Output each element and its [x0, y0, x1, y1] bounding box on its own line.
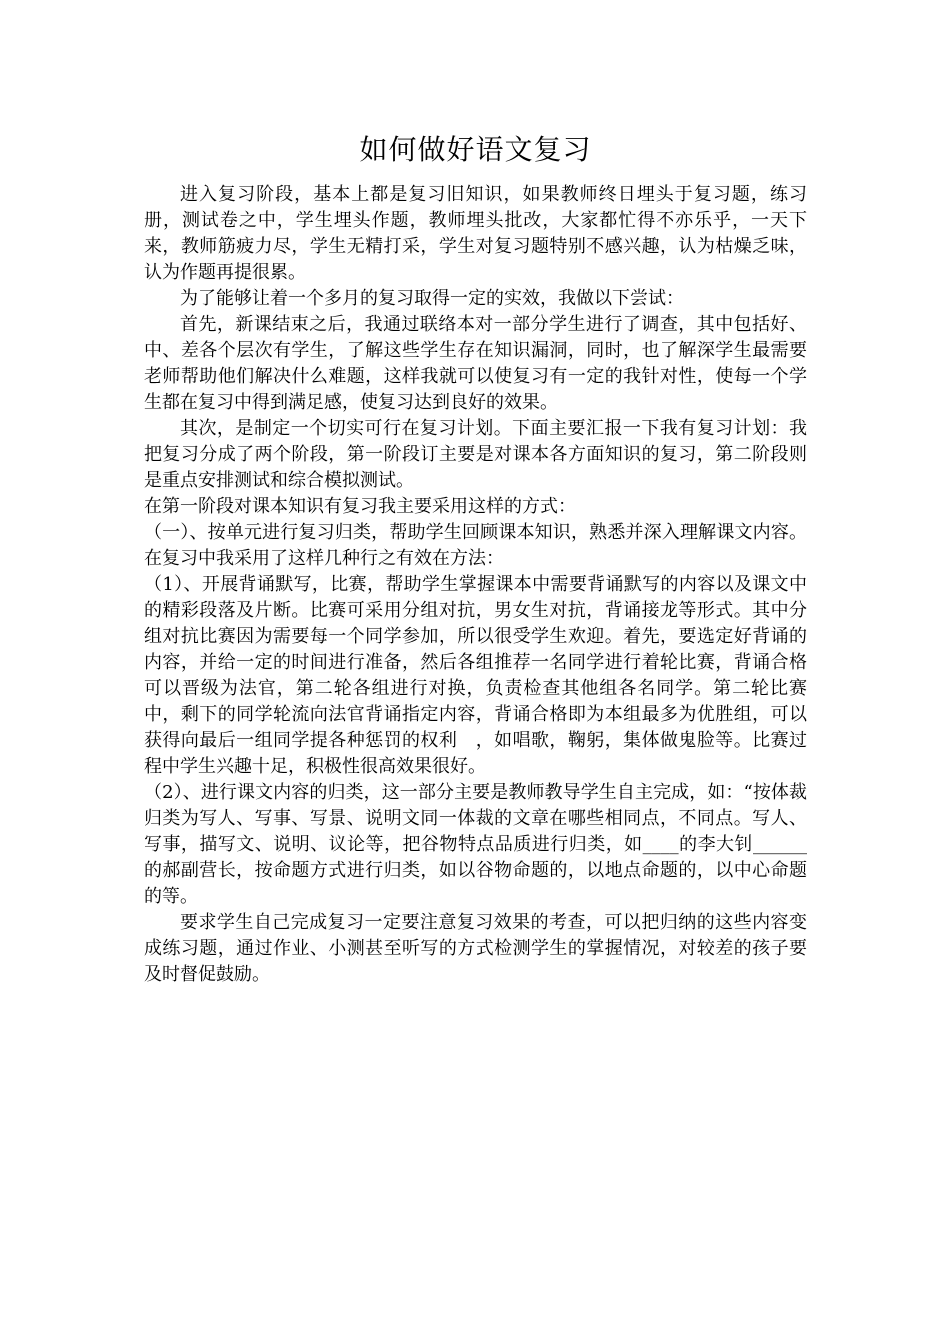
- paragraph-conclusion: 要求学生自己完成复习一定要注意复习效果的考查，可以把归纳的这些内容变成练习题，通过作业、小测甚至听写的方式检测学生的掌握情况，对较差的孩子要及时督促鼓励。: [144, 912, 807, 985]
- paragraph-purpose: 为了能够让着一个多月的复习取得一定的实效，我做以下尝试：: [180, 288, 684, 309]
- paragraph-second: 其次，是制定一个切实可行在复习计划。下面主要汇报一下我有复习计划：我把复习分成了两个阶段，第一阶段订主要是对课本各方面知识的复习，第二阶段则是重点安排测试和综合模拟测试。: [144, 418, 807, 491]
- paragraph-first: 首先，新课结束之后，我通过联络本对一部分学生进行了调查，其中包括好、中、差各个层次有学生，了解这些学生存在知识漏洞，同时，也了解深学生最需要老师帮助他们解决什么难题，这样我就可以使复习有一定的我针对性，使每一个学生都在复习中得到满足感，使复习达到良好的效果。: [144, 314, 807, 413]
- document-body: [144, 128, 807, 988]
- paragraph-intro: 进入复习阶段，基本上都是复习旧知识，如果教师终日埋头于复习题，练习册，测试卷之中，学生埋头作题，教师埋头批改，大家都忙得不亦乐乎，一天下来，教师筋疲力尽，学生无精打采，学生对复习题特别不感兴趣，认为枯燥乏味，认为作题再提很累。: [144, 184, 807, 283]
- paragraph-section-one: （一）、按单元进行复习归类，帮助学生回顾课本知识，熟悉并深入理解课文内容。在复习中我采用了这样几种行之有效在方法：: [144, 522, 807, 569]
- paragraph-item-one: （1）、开展背诵默写，比赛，帮助学生掌握课本中需要背诵默写的内容以及课文中的精彩段落及片断。比赛可采用分组对抗，男女生对抗，背诵接龙等形式。其中分组对抗比赛因为需要每一个同学参加，所以很受学生欢迎。着先，要选定好背诵的内容，并给一定的时间进行准备，然后各组推荐一名同学进行着轮比赛，背诵合格可以晋级为法官，第二轮各组进行对换，负责检查其他组各名同学。第二轮比赛中，剩下的同学轮流向法官背诵指定内容，背诵合格即为本组最多为优胜组，可以获得向最后一组同学提各种惩罚的权利 ，如唱歌，鞠躬，集体做鬼脸等。比赛过程中学生兴趣十足，积极性很高效果很好。: [144, 574, 807, 777]
- paragraph-item-two: （2）、进行课文内容的归类，这一部分主要是教师教导学生自主完成，如：“按体裁归类为写人、写事、写景、说明文同一体裁的文章在哪些相同点，不同点。写人、写事，描写文、说明、议论等，把谷物特点品质进行归类，如____的李大钊______的郝副营长，按命题方式进行归类，如以谷物命题的，以地点命题的，以中心命题的等。: [144, 782, 807, 907]
- paragraph-stage-one: 在第一阶段对课本知识有复习我主要采用这样的方式：: [144, 496, 576, 517]
- document-title: 如何做好语文复习: [359, 133, 592, 166]
